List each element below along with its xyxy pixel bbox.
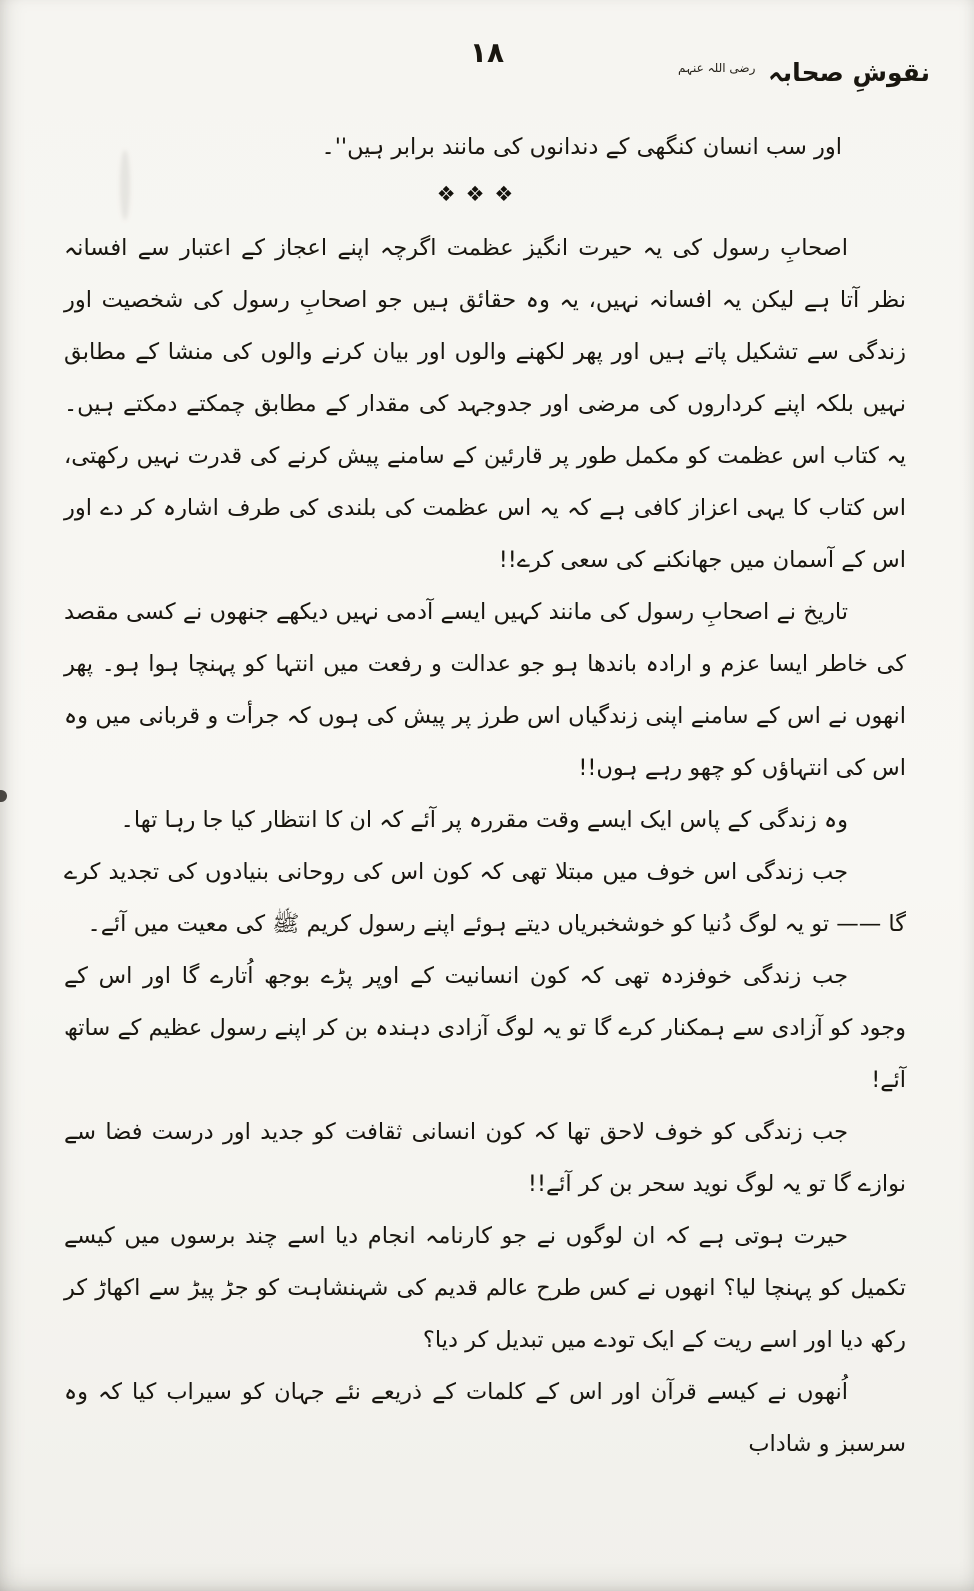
body-paragraph: حیرت ہوتی ہے کہ ان لوگوں نے جو کارنامہ انجام دیا اسے چند برسوں میں کیسے تکمیل کو پہنچا لیا؟ انھوں نے کس طرح عالم قدیم کی شہنشاہت کو جڑ پیڑ سے اکھاڑ کر رکھ دیا اور اسے ریت کے ایک تودے میں تبدیل کر دیا؟ bbox=[64, 1223, 906, 1353]
page-number: ۱۸ bbox=[469, 36, 505, 69]
body-paragraph: جب زندگی اس خوف میں مبتلا تھی کہ کون اس کی روحانی بنیادوں کی تجدید کرے گا —— تو یہ لوگ دُنیا کو خوشخبریاں دیتے ہوئے اپنے رسول کریم ﷺ کی معیت میں آئے۔ bbox=[64, 859, 906, 937]
honorific-seal: رضی اللہ عنہم bbox=[678, 60, 756, 75]
body-paragraph: جب زندگی کو خوف لاحق تھا کہ کون انسانی ثقافت کو جدید اور درست فضا سے نوازے گا تو یہ لوگ نوید سحر بن کر آئے!! bbox=[64, 1119, 906, 1197]
body-paragraph: اصحابِ رسول کی یہ حیرت انگیز عظمت اگرچہ اپنے اعجاز کے اعتبار سے افسانہ نظر آتا ہے لیکن یہ افسانہ نہیں، یہ وہ حقائق ہیں جو اصحابِ رسول کی شخصیت اور زندگی سے تشکیل پاتے ہیں اور پھر لکھنے والوں اور بیان کرنے والوں کی منشا کے مطابق نہیں بلکہ اپنے کرداروں کی مرضی اور جدوجہد کی مقدار کے مطابق چمکتے دمکتے ہیں۔ یہ کتاب اس عظمت کو مکمل طور پر قارئین کے سامنے پیش کرنے کی قدرت نہیں رکھتی، اس کتاب کا یہی اعزاز کافی ہے کہ یہ اس عظمت کی بلندی کی طرف اشارہ کر دے اور اس کے آسمان میں جھانکنے کی سعی کرے!! bbox=[64, 235, 906, 573]
section-divider-ornament: ❖❖❖ bbox=[436, 182, 524, 206]
body-paragraph: تاریخ نے اصحابِ رسول کی مانند کہیں ایسے آدمی نہیں دیکھے جنھوں نے کسی مقصد کی خاطر ایسا عزم و ارادہ باندھا ہو جو عدالت و رفعت میں انتہا کو پہنچا ہوا ہو۔ پھر انھوں نے اس کے سامنے اپنی زندگیاں اس طرز پر پیش کی ہوں کہ جرأت و قربانی میں وہ اس کی انتہاؤں کو چھو رہے ہوں!! bbox=[64, 599, 906, 781]
running-header bbox=[678, 58, 930, 87]
book-title: نقوشِ صحابہ bbox=[768, 58, 930, 87]
quote-continuation-line: اور سب انسان کنگھی کے دندانوں کی مانند برابر ہیں''۔ bbox=[321, 134, 842, 160]
body-paragraph: اُنھوں نے کیسے قرآن اور اس کے کلمات کے ذریعے نئے جہان کو سیراب کیا کہ وہ سرسبز و شاداب bbox=[64, 1379, 906, 1457]
body-paragraph: جب زندگی خوفزدہ تھی کہ کون انسانیت کے اوپر پڑے بوجھ اُتارے گا اور اس کے وجود کو آزادی سے ہمکنار کرے گا تو یہ لوگ آزادی دہندہ بن کر اپنے رسول عظیم کے ساتھ آئے! bbox=[64, 963, 906, 1093]
body-paragraph: وہ زندگی کے پاس ایک ایسے وقت مقررہ پر آئے کہ ان کا انتظار کیا جا رہا تھا۔ bbox=[120, 807, 848, 833]
scan-artifact-speck bbox=[0, 790, 7, 802]
page-content bbox=[64, 122, 906, 1470]
